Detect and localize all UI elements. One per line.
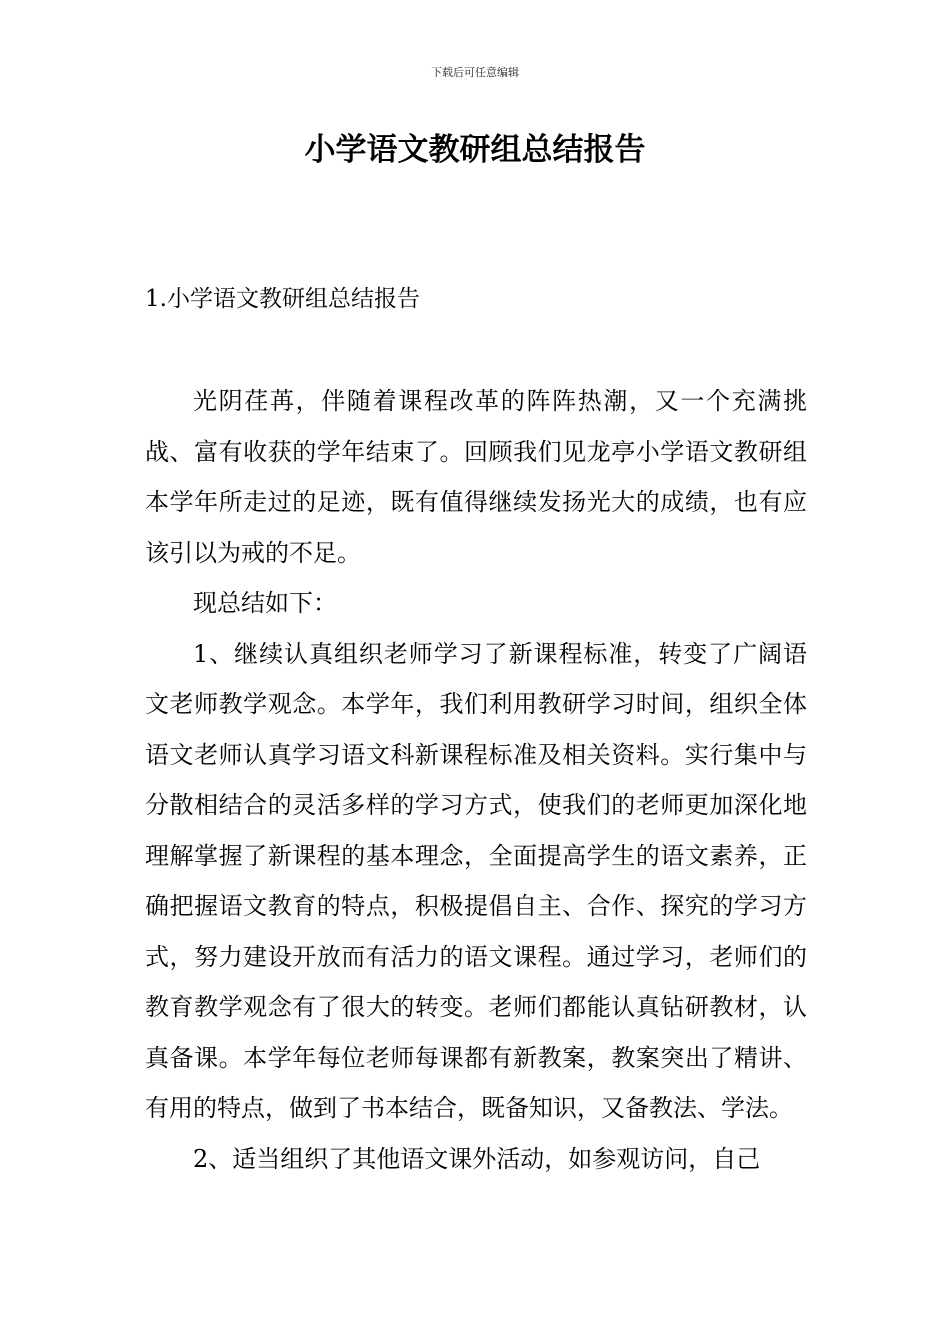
header-note: 下载后可任意编辑 — [431, 66, 519, 79]
paragraph-intro: 光阴荏苒，伴随着课程改革的阵阵热潮，又一个充满挑战、富有收获的学年结束了。回顾我们见龙亭小学语文教研组本学年所走过的足迹，既有值得继续发扬光大的成绩，也有应该引以为戒的不足。 — [145, 387, 807, 567]
document-body — [145, 376, 807, 1184]
paragraph-summary-lead: 现总结如下： — [193, 589, 337, 617]
paragraph-item-1: 1、继续认真组织老师学习了新课程标准，转变了广阔语文老师教学观念。本学年，我们利用教研学习时间，组织全体语文老师认真学习语文科新课程标准及相关资料。实行集中与分散相结合的灵活多样的学习方式，使我们的老师更加深化地理解掌握了新课程的基本理念，全面提高学生的语文素养，正确把握语文教育的特点，积极提倡自主、合作、探究的学习方式，努力建设开放而有活力的语文课程。通过学习，老师们的教育教学观念有了很大的转变。老师们都能认真钻研教材，认真备课。本学年每位老师每课都有新教案，教案突出了精讲、有用的特点，做到了书本结合，既备知识，又备教法、学法。 — [145, 639, 807, 1122]
section-heading: 1.小学语文教研组总结报告 — [145, 286, 420, 312]
document-title: 小学语文教研组总结报告 — [304, 132, 646, 168]
paragraph-item-2: 2、适当组织了其他语文课外活动，如参观访问，自己 — [193, 1144, 761, 1173]
